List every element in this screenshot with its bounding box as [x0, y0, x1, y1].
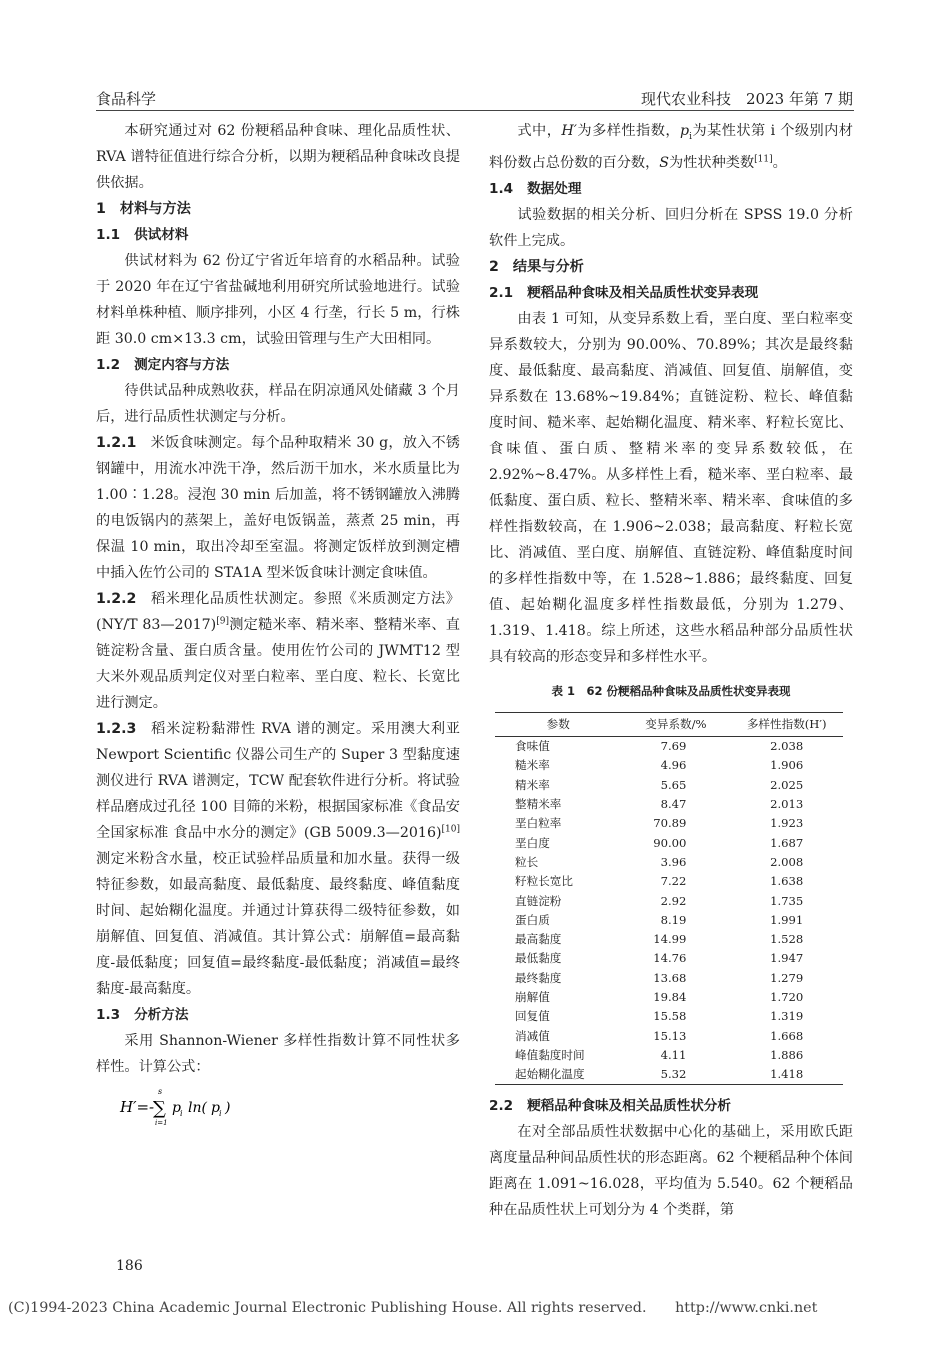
param-cell: 消减值 [515, 1028, 550, 1043]
param-cell: 回复值 [515, 1009, 550, 1024]
section-1-1-heading [96, 222, 460, 248]
paragraph-text: 测定米粉含水量，校正试验样品质量和加水量。获得一级特征参数，如最高黏度、最低黏度、最终黏度、峰值黏度时间、起始糊化温度。并通过计算获得二级特征参数，如崩解值、回复值、消减值。其计算公式：崩解值=最高黏度-最低黏度；回复值=最终黏度-最低黏度；消减值=最终黏度-最高黏度。 [96, 851, 460, 997]
section-number: 1.2.3 [96, 721, 137, 737]
citation-ref: [10] [441, 824, 460, 835]
diversity-cell: 2.025 [770, 777, 804, 792]
param-cell: 整精米率 [515, 797, 562, 812]
param-cell: 食味值 [515, 739, 550, 754]
param-cell: 峰值黏度时间 [515, 1047, 585, 1062]
diversity-cell: 1.923 [770, 816, 804, 831]
right-column [489, 118, 853, 1223]
formula-ln: ln( [188, 1100, 207, 1116]
table-row [495, 892, 843, 911]
param-cell: 糙米率 [515, 758, 550, 773]
note-text: 为多样性指数， [576, 123, 680, 139]
table-row [495, 949, 843, 968]
cv-cell: 13.68 [653, 970, 687, 985]
table-header-row [495, 712, 843, 736]
param-cell: 蛋白质 [515, 912, 550, 927]
section-number: 1.1 [96, 227, 121, 243]
table-row [495, 988, 843, 1007]
shannon-formula [96, 1082, 460, 1126]
param-cell: 精米率 [515, 777, 550, 792]
formula-lower: i=1 [155, 1119, 168, 1126]
diversity-cell: 1.319 [770, 1009, 804, 1024]
header-rule [96, 110, 854, 111]
diversity-cell: 1.906 [770, 758, 804, 773]
param-cell: 粒长 [515, 854, 539, 869]
diversity-cell: 1.735 [770, 893, 804, 908]
diversity-cell: 1.886 [770, 1047, 804, 1062]
cv-cell: 7.69 [660, 739, 687, 754]
cv-cell: 5.32 [621, 1065, 730, 1085]
paragraph-text: 稻米淀粉黏滞性 RVA 谱的测定。采用澳大利亚 Newport Scientific 仪器公司生产的 Super 3 型黏度速测仪进行 RVA 谱测定，TCW 配套软件进行分析。将试验样品磨成过孔径 100 目筛的米粉，根据国家标准《食品安全国家标准 食品中水分的测定》(GB 5009.3—2016) [96, 721, 460, 841]
cv-cell: 14.99 [653, 932, 687, 947]
formula-sub2: i [219, 1109, 222, 1118]
column-header: 多样性指数(H′) [730, 712, 843, 736]
diversity-cell: 2.038 [770, 739, 804, 754]
note-text: 式中， [517, 123, 562, 139]
table-row [495, 814, 843, 833]
section-title: 粳稻品种食味及相关品质性状分析 [527, 1098, 731, 1115]
param-cell: 最高黏度 [515, 932, 562, 947]
formula-p2: p [211, 1100, 220, 1116]
section-1-1-text: 供试材料为 62 份辽宁省近年培育的水稻品种。试验于 2020 年在辽宁省盐碱地利用研究所试验地进行。试验材料单株种植、顺序排列，小区 4 行垄，行长 5 m，行株距 30.0 cm×13.3 cm，试验田管理与生产大田相同。 [96, 253, 460, 347]
section-number: 1.2 [96, 357, 121, 373]
cv-cell: 70.89 [653, 816, 687, 831]
table-row [495, 1065, 843, 1085]
section-title: 材料与方法 [119, 201, 191, 217]
left-column [96, 118, 460, 1126]
citation-ref: [11] [754, 154, 773, 165]
table-row [495, 795, 843, 814]
table-row [495, 737, 843, 757]
note-symbol: H′ [561, 123, 577, 139]
cv-cell: 8.47 [660, 797, 687, 812]
running-header-right: 现代农业科技 2023 年第 7 期 [641, 90, 854, 108]
section-title: 供试材料 [134, 227, 189, 243]
note-text: 为性状种类数 [669, 154, 755, 171]
column-header: 变异系数/% [621, 712, 730, 736]
cv-cell: 2.92 [660, 893, 687, 908]
note-subscript: i [689, 131, 692, 142]
diversity-cell: 1.638 [770, 874, 804, 889]
cv-cell: 4.96 [660, 758, 687, 773]
section-1-2-text: 待供试品种成熟收获，样品在阴凉通风处储藏 3 个月后，进行品质性状测定与分析。 [96, 383, 460, 425]
param-cell: 垩白粒率 [515, 816, 562, 831]
cv-cell: 4.11 [660, 1047, 687, 1062]
param-cell: 直链淀粉 [515, 893, 562, 908]
section-2-1-heading [489, 280, 853, 306]
diversity-cell: 1.668 [770, 1028, 804, 1043]
section-number: 2.2 [489, 1098, 514, 1115]
diversity-cell: 1.418 [730, 1065, 843, 1085]
param-cell: 垩白度 [515, 835, 550, 850]
formula-sub: i [180, 1109, 183, 1118]
section-number: 1.2.2 [96, 591, 137, 607]
table-row [495, 776, 843, 795]
diversity-cell: 1.720 [770, 989, 804, 1004]
section-1-3-text: 采用 Shannon-Wiener 多样性指数计算不同性状多样性。计算公式： [96, 1033, 460, 1075]
diversity-cell: 2.013 [770, 797, 804, 812]
table-caption: 表 1 62 份粳稻品种食味及品质性状变异表现 [551, 683, 791, 698]
note-symbol: p [680, 123, 690, 139]
formula-upper: s [158, 1087, 163, 1096]
variation-table [495, 712, 843, 1086]
formula-graphic [96, 1082, 296, 1126]
param-cell: 起始糊化温度 [495, 1065, 621, 1085]
table-row [495, 969, 843, 988]
table-body [495, 737, 843, 1085]
section-title: 分析方法 [134, 1007, 189, 1023]
page-number: 186 [116, 1258, 143, 1274]
section-1-2-1-text [96, 430, 460, 586]
cv-cell: 7.22 [660, 874, 687, 889]
table-row [495, 1007, 843, 1026]
section-2-2-heading [489, 1093, 853, 1119]
intro-paragraph: 本研究通过对 62 份粳稻品种食味、理化品质性状、RVA 谱特征值进行综合分析，以期为粳稻品种食味改良提供依据。 [96, 123, 460, 191]
section-number: 1.3 [96, 1007, 121, 1023]
section-2-1-text: 由表 1 可知，从变异系数上看，垩白度、垩白粒率变异系数较大，分别为 90.00%、70.89%；其次是最终黏度、最低黏度、最高黏度、消减值、回复值、崩解值，变异系数在 13.68%~19.84%；直链淀粉、粒长、峰值黏度时间、糙米率、起始糊化温度、精米率、籽粒长宽比、食味值、蛋白质、整精米率的变异系数较低，在 2.92%~8.47%。从多样性上看，糙米率、垩白粒率、最低黏度、蛋白质、粒长、整精米率、精米率、食味值的多样性指数较高，在 1.906~2.038；最高黏度、籽粒长宽比、消减值、垩白度、崩解值、直链淀粉、峰值黏度时间的多样性指数中等，在 1.528~1.886；最终黏度、回复值、起始糊化温度多样性指数最低，分别为 1.279、1.319、1.418。综上所述，这些水稻品种部分品质性状具有较高的形态变异和多样性水平。 [489, 310, 853, 665]
section-title: 粳稻品种食味及相关品质性状变异表现 [527, 284, 759, 301]
section-number: 1 [96, 201, 106, 217]
note-text: 。 [772, 154, 787, 171]
section-1-4-heading [489, 176, 853, 202]
section-1-2-3-text [96, 716, 460, 1002]
section-title: 测定内容与方法 [134, 357, 230, 373]
section-1-2-2-text [96, 586, 460, 716]
table-row [495, 1046, 843, 1065]
section-2-2-text: 在对全部品质性状数据中心化的基础上，采用欧氏距离度量品种间品质性状的形态距离。62 个粳稻品种个体间距离在 1.091~16.028，平均值为 5.540。62 个粳稻品种在品质性状上可划分为 4 个类群，第 [489, 1124, 853, 1219]
cv-cell: 5.65 [660, 777, 687, 792]
cv-cell: 14.76 [653, 951, 687, 966]
cv-cell: 3.96 [660, 854, 687, 869]
note-symbol: S [659, 154, 669, 171]
diversity-cell: 1.279 [770, 970, 804, 985]
param-cell: 崩解值 [515, 989, 550, 1004]
table-row [495, 930, 843, 949]
section-title: 数据处理 [527, 180, 582, 197]
param-cell: 籽粒长宽比 [515, 874, 573, 889]
formula-p: p [172, 1100, 181, 1116]
running-header-left: 食品科学 [96, 90, 157, 108]
cv-cell: 8.19 [660, 912, 687, 927]
column-header: 参数 [495, 712, 621, 736]
citation-ref: [9] [216, 616, 229, 627]
diversity-cell: 1.687 [770, 835, 804, 850]
section-title: 结果与分析 [512, 258, 584, 275]
copyright-footer: (C)1994-2023 China Academic Journal Electronic Publishing House. All rights reserved. http://www.cnki.net [8, 1300, 818, 1316]
section-1-2-heading [96, 352, 460, 378]
table-row [495, 911, 843, 930]
section-number: 1.4 [489, 180, 514, 197]
formula-lhs: H′=- [120, 1098, 155, 1116]
table-row [495, 853, 843, 872]
cv-cell: 19.84 [653, 989, 687, 1004]
cv-cell: 15.13 [653, 1028, 687, 1043]
table-row [495, 834, 843, 853]
paragraph-text: 稻米理化品质性状测定。参照《米质测定方法》(NY/T 83—2017) [96, 591, 460, 633]
diversity-cell: 1.991 [770, 912, 804, 927]
param-cell: 最终黏度 [515, 970, 562, 985]
paragraph-text: 米饭食味测定。每个品种取精米 30 g，放入不锈钢罐中，用流水冲洗干净，然后沥干加水，米水质量比为 1.00∶1.28。浸泡 30 min 后加盖，将不锈钢罐放入沸腾的电饭锅内的蒸架上，盖好电饭锅盖，蒸煮 25 min，再保温 10 min，取出冷却至室温。将测定饭样放到测定槽中插入佐竹公司的 STA1A 型米饭食味计测定食味值。 [96, 435, 460, 581]
diversity-cell: 1.947 [770, 951, 804, 966]
section-1-heading [96, 196, 460, 222]
paragraph-text: 测定糙米率、精米率、整精米率、直链淀粉含量、蛋白质含量。使用佐竹公司的 JWMT12 型大米外观品质判定仪对垩白粒率、垩白度、粒长、长宽比进行测定。 [96, 617, 460, 711]
param-cell: 最低黏度 [515, 951, 562, 966]
table-row [495, 756, 843, 775]
section-number: 2 [489, 258, 499, 275]
table-row [495, 1027, 843, 1046]
diversity-cell: 1.528 [770, 932, 804, 947]
formula-sum: ∑ [153, 1098, 166, 1119]
cv-cell: 90.00 [653, 835, 687, 850]
formula-note [489, 118, 853, 176]
table-row [495, 872, 843, 891]
section-number: 2.1 [489, 284, 514, 301]
section-1-4-text: 试验数据的相关分析、回归分析在 SPSS 19.0 分析软件上完成。 [489, 206, 853, 249]
diversity-cell: 2.008 [770, 854, 804, 869]
section-2-heading [489, 254, 853, 280]
cv-cell: 15.58 [653, 1009, 687, 1024]
section-number: 1.2.1 [96, 435, 137, 451]
note-text: 为某性状第 i 个级别内材料份数占总份数的百分数， [489, 123, 853, 171]
formula-close: ) [225, 1100, 231, 1116]
section-1-3-heading [96, 1002, 460, 1028]
